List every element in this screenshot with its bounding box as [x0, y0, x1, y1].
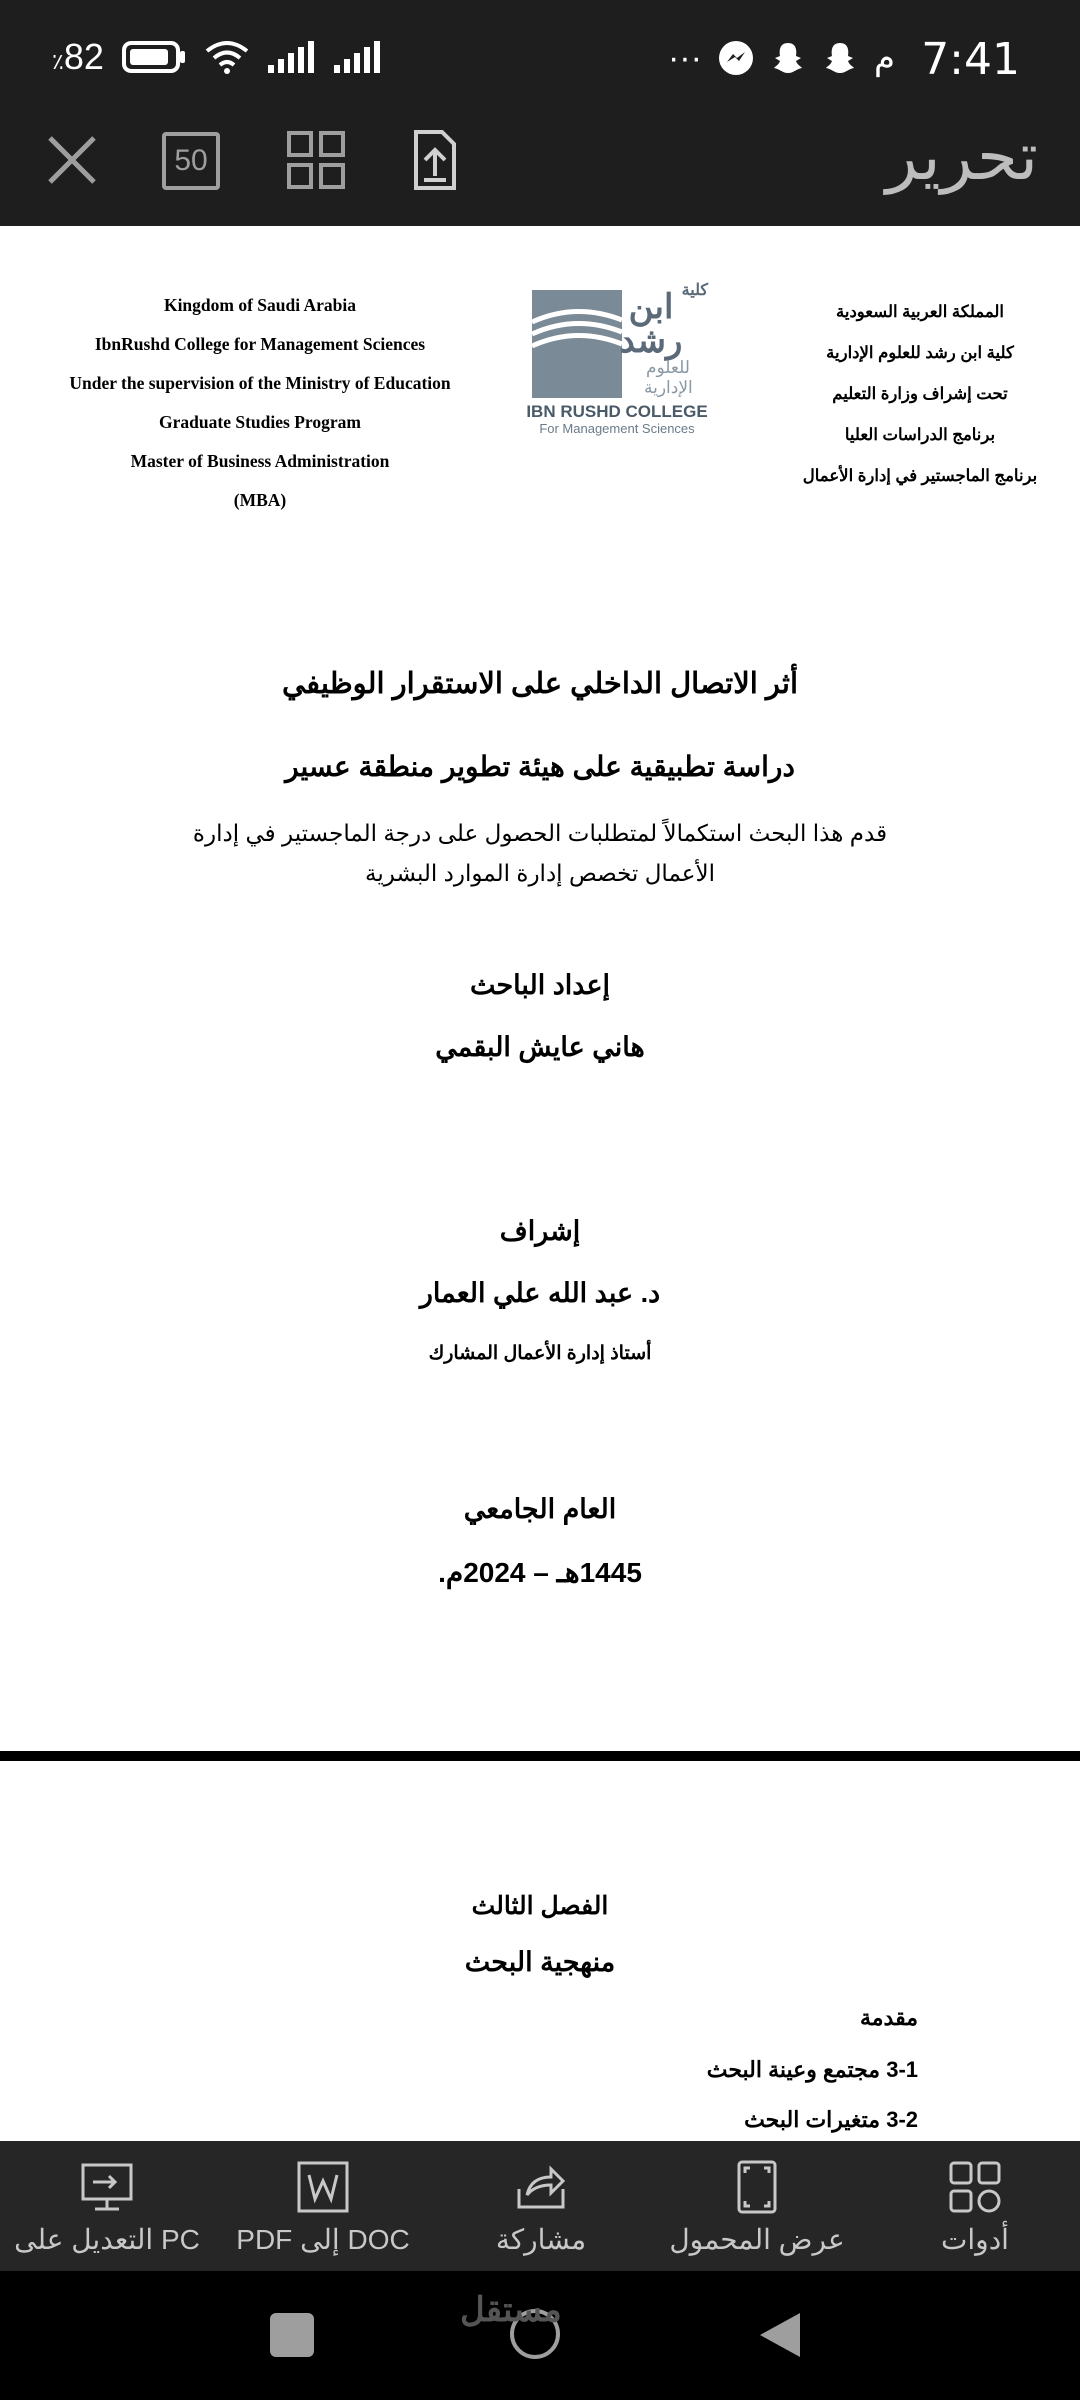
supervisor-name: د. عبد الله علي العمار: [419, 1278, 661, 1308]
supervisor-title: أستاذ إدارة الأعمال المشارك: [428, 1343, 652, 1364]
header-ar-line: برنامج الدراسات العليا: [844, 426, 996, 444]
recent-apps-button[interactable]: [270, 2313, 314, 2357]
time-period: م: [873, 39, 895, 77]
more-notifications: ···: [667, 38, 702, 77]
status-bar: [0, 0, 1080, 118]
watermark-text: مستقل: [460, 2291, 562, 2329]
submission-line-1: قدم هذا البحث استكمالاً لمتطلبات الحصول على درجة الماجستير في إدارة: [192, 820, 888, 846]
header-en-line: Master of Business Administration: [130, 451, 390, 471]
submission-line-2: الأعمال تخصص إدارة الموارد البشرية: [365, 860, 715, 886]
pdf-to-doc-button[interactable]: [218, 2159, 428, 2256]
back-icon[interactable]: [756, 2309, 804, 2361]
battery-suffix: ٪: [52, 49, 64, 74]
share-button[interactable]: [436, 2159, 646, 2256]
research-title: أثر الاتصال الداخلي على الاستقرار الوظيفي: [281, 668, 798, 700]
research-subtitle: دراسة تطبيقية على هيئة تطوير منطقة عسير: [285, 751, 795, 782]
page-divider: [0, 1751, 1080, 1761]
college-logo: [526, 282, 708, 438]
clock: 7:41: [921, 34, 1020, 85]
export-icon[interactable]: [402, 128, 466, 192]
header-en-line: Graduate Studies Program: [159, 412, 361, 432]
battery-icon: [122, 41, 186, 73]
logo-ar-sub1: للعلوم: [646, 358, 690, 377]
edit-button[interactable]: تحرير: [885, 118, 1038, 195]
header-ar-line: المملكة العربية السعودية: [836, 303, 1004, 321]
status-left-icons: [52, 36, 382, 78]
page-count-text: 50: [174, 144, 208, 177]
pdf-to-doc-label: PDF إلى DOC: [236, 2224, 410, 2255]
tools-button[interactable]: [870, 2159, 1080, 2256]
document-page-2: [0, 1761, 1080, 2141]
english-header: [40, 286, 480, 520]
pc-edit-label: التعديل على PC: [14, 2224, 200, 2255]
snapchat-icon: [770, 40, 806, 76]
battery-percent: 82: [63, 36, 104, 77]
header-ar-line: تحت إشراف وزارة التعليم: [832, 385, 1008, 403]
bottom-action-bar: [0, 2141, 1080, 2271]
signal-icon-1: [268, 41, 316, 73]
status-notification-icons: [668, 38, 895, 78]
tools-grid-icon: [947, 2159, 1003, 2215]
header-en-line: Kingdom of Saudi Arabia: [163, 295, 357, 315]
toc-item: 3-1 مجتمع وعينة البحث: [706, 2057, 918, 2082]
prepared-by-label: إعداد الباحث: [469, 970, 611, 1000]
battery-level: [52, 36, 104, 78]
close-icon[interactable]: [40, 128, 104, 192]
researcher-name: هاني عايش البقمي: [435, 1032, 645, 1062]
snapchat-icon-2: [822, 40, 858, 76]
logo-ar-small: كلية: [681, 282, 708, 299]
share-icon: [513, 2159, 569, 2215]
document-page: [0, 226, 1080, 1751]
pc-edit-button[interactable]: [2, 2159, 212, 2256]
chapter-label: الفصل الثالث: [471, 1892, 609, 1920]
header-en-line: (MBA): [233, 490, 287, 510]
signal-icon-2: [334, 41, 382, 73]
logo-ar-big: ابن رشد: [619, 288, 683, 360]
mobile-view-button[interactable]: [652, 2159, 862, 2256]
chapter-title: منهجية البحث: [464, 1947, 616, 1977]
logo-en-name: IBN RUSHD COLLEGE: [526, 402, 708, 421]
header-ar-line: كلية ابن رشد للعلوم الإدارية: [826, 344, 1014, 362]
word-icon: [295, 2159, 351, 2215]
messenger-icon: [718, 40, 754, 76]
toc-item: 3-2 متغيرات البحث: [744, 2107, 918, 2132]
logo-en-sub: For Management Sciences: [539, 421, 695, 436]
header-en-line: Under the supervision of the Ministry of Education: [69, 373, 451, 393]
header-en-line: IbnRushd College for Management Sciences: [94, 334, 426, 354]
arabic-header: [790, 292, 1050, 497]
share-label: مشاركة: [495, 2224, 587, 2255]
logo-ar-sub2: الإدارية: [644, 378, 693, 397]
supervision-label: إشراف: [499, 1216, 581, 1246]
tools-label: أدوات: [941, 2224, 1009, 2255]
academic-year: 1445هـ – 2024م.: [438, 1557, 642, 1588]
pc-edit-icon: [79, 2159, 135, 2215]
header-ar-line: برنامج الماجستير في إدارة الأعمال: [802, 467, 1038, 485]
grid-view-icon[interactable]: [284, 128, 348, 192]
toc-item: مقدمة: [859, 2005, 918, 2030]
mobile-view-icon: [729, 2159, 785, 2215]
top-toolbar: [0, 118, 1080, 226]
mobile-view-label: عرض المحمول: [669, 2224, 845, 2255]
wifi-icon: [204, 39, 250, 75]
page-count-button[interactable]: [162, 132, 220, 190]
academic-year-label: العام الجامعي: [463, 1494, 617, 1524]
